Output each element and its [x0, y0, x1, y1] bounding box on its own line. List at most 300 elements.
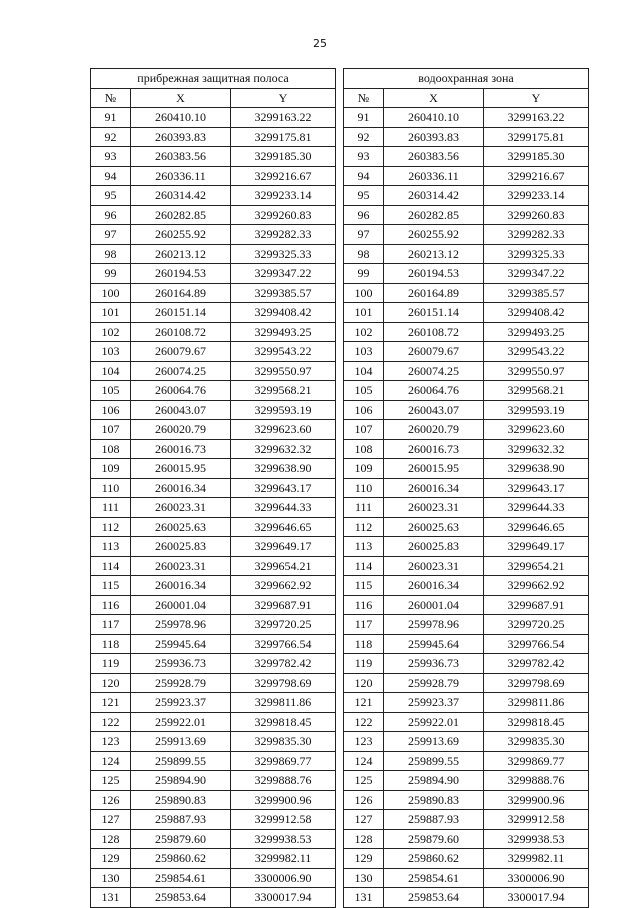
- table-row: [91, 303, 336, 323]
- cell-y: 3300017.94: [484, 888, 589, 908]
- cell-y: 3299662.92: [484, 576, 589, 596]
- cell-number: 118: [91, 634, 131, 654]
- cell-number: 101: [344, 303, 384, 323]
- cell-x: 259894.90: [131, 771, 231, 791]
- cell-number: 111: [344, 498, 384, 518]
- table-row: [91, 283, 336, 303]
- cell-y: 3299638.90: [484, 459, 589, 479]
- cell-y: 3299632.32: [484, 439, 589, 459]
- cell-y: 3299325.33: [231, 244, 336, 264]
- cell-number: 119: [344, 654, 384, 674]
- cell-number: 104: [344, 361, 384, 381]
- table-row: [344, 400, 589, 420]
- cell-number: 118: [344, 634, 384, 654]
- table-row: [91, 108, 336, 128]
- cell-x: 260001.04: [384, 595, 484, 615]
- cell-y: 3299818.45: [484, 712, 589, 732]
- table-row: [344, 576, 589, 596]
- table-row: [344, 244, 589, 264]
- cell-y: 3299632.32: [231, 439, 336, 459]
- cell-x: 259923.37: [384, 693, 484, 713]
- table-row: [91, 439, 336, 459]
- cell-y: 3299811.86: [231, 693, 336, 713]
- cell-x: 260282.85: [384, 205, 484, 225]
- table-row: [344, 751, 589, 771]
- cell-y: 3299493.25: [231, 322, 336, 342]
- table-row: [91, 654, 336, 674]
- table-row: [91, 732, 336, 752]
- cell-number: 114: [91, 556, 131, 576]
- cell-number: 105: [91, 381, 131, 401]
- cell-y: 3299888.76: [231, 771, 336, 791]
- table-row: [91, 342, 336, 362]
- cell-number: 131: [344, 888, 384, 908]
- cell-number: 128: [91, 829, 131, 849]
- cell-x: 260108.72: [384, 322, 484, 342]
- cell-y: 3299687.91: [231, 595, 336, 615]
- cell-x: 260015.95: [384, 459, 484, 479]
- table-row: [344, 517, 589, 537]
- table-row: [91, 225, 336, 245]
- cell-x: 260020.79: [131, 420, 231, 440]
- table-row: [344, 712, 589, 732]
- cell-x: 260016.73: [131, 439, 231, 459]
- cell-y: 3299623.60: [484, 420, 589, 440]
- cell-x: 260314.42: [384, 186, 484, 206]
- cell-x: 260336.11: [131, 166, 231, 186]
- cell-number: 124: [344, 751, 384, 771]
- cell-y: 3299543.22: [484, 342, 589, 362]
- table-row: [344, 439, 589, 459]
- table-row: [91, 498, 336, 518]
- cell-x: 259913.69: [384, 732, 484, 752]
- table-row: [344, 888, 589, 908]
- cell-x: 259936.73: [131, 654, 231, 674]
- table-row: [344, 303, 589, 323]
- cell-number: 109: [91, 459, 131, 479]
- cell-number: 127: [91, 810, 131, 830]
- table-row: [91, 478, 336, 498]
- cell-x: 259936.73: [384, 654, 484, 674]
- cell-x: 260314.42: [131, 186, 231, 206]
- cell-x: 259978.96: [131, 615, 231, 635]
- cell-y: 3299347.22: [484, 264, 589, 284]
- cell-y: 3299720.25: [231, 615, 336, 635]
- cell-x: 260025.83: [384, 537, 484, 557]
- cell-x: 260025.63: [131, 517, 231, 537]
- cell-number: 107: [344, 420, 384, 440]
- cell-number: 95: [91, 186, 131, 206]
- cell-x: 260020.79: [384, 420, 484, 440]
- table-row: [344, 790, 589, 810]
- cell-y: 3299938.53: [484, 829, 589, 849]
- cell-number: 94: [91, 166, 131, 186]
- cell-x: 259945.64: [384, 634, 484, 654]
- cell-x: 260016.34: [384, 478, 484, 498]
- cell-x: 260383.56: [131, 147, 231, 167]
- cell-number: 99: [344, 264, 384, 284]
- cell-x: 260064.76: [131, 381, 231, 401]
- table-row: [344, 322, 589, 342]
- cell-x: 259922.01: [131, 712, 231, 732]
- table-row: [344, 225, 589, 245]
- table-row: [91, 205, 336, 225]
- cell-y: 3299568.21: [484, 381, 589, 401]
- table-row: [344, 732, 589, 752]
- cell-number: 119: [91, 654, 131, 674]
- cell-number: 107: [91, 420, 131, 440]
- cell-number: 103: [344, 342, 384, 362]
- cell-y: 3299649.17: [484, 537, 589, 557]
- page-number: 25: [313, 37, 327, 50]
- table-row: [344, 868, 589, 888]
- cell-number: 110: [344, 478, 384, 498]
- cell-x: 260016.73: [384, 439, 484, 459]
- cell-x: 259890.83: [384, 790, 484, 810]
- cell-y: 3299175.81: [484, 127, 589, 147]
- table-row: [91, 712, 336, 732]
- cell-number: 100: [344, 283, 384, 303]
- cell-x: 260025.83: [131, 537, 231, 557]
- cell-number: 94: [344, 166, 384, 186]
- cell-y: 3299888.76: [484, 771, 589, 791]
- cell-x: 260213.12: [384, 244, 484, 264]
- cell-number: 100: [91, 283, 131, 303]
- cell-number: 124: [91, 751, 131, 771]
- cell-x: 259945.64: [131, 634, 231, 654]
- table-row: [344, 595, 589, 615]
- cell-x: 259860.62: [384, 849, 484, 869]
- table-row: [91, 771, 336, 791]
- cell-x: 259854.61: [131, 868, 231, 888]
- table-row: [91, 634, 336, 654]
- cell-number: 92: [344, 127, 384, 147]
- table-row: [91, 420, 336, 440]
- cell-x: 259928.79: [384, 673, 484, 693]
- cell-number: 109: [344, 459, 384, 479]
- cell-number: 122: [344, 712, 384, 732]
- table-row: [91, 810, 336, 830]
- cell-number: 110: [91, 478, 131, 498]
- cell-y: 3300006.90: [484, 868, 589, 888]
- cell-number: 117: [344, 615, 384, 635]
- cell-y: 3299654.21: [484, 556, 589, 576]
- cell-number: 129: [344, 849, 384, 869]
- table-row: [344, 459, 589, 479]
- cell-y: 3299568.21: [231, 381, 336, 401]
- cell-x: 259922.01: [384, 712, 484, 732]
- table-row: [91, 576, 336, 596]
- cell-y: 3299385.57: [484, 283, 589, 303]
- table-row: [91, 868, 336, 888]
- cell-x: 260074.25: [131, 361, 231, 381]
- cell-y: 3299646.65: [231, 517, 336, 537]
- cell-number: 102: [91, 322, 131, 342]
- table-row: [344, 283, 589, 303]
- cell-number: 120: [344, 673, 384, 693]
- cell-y: 3299818.45: [231, 712, 336, 732]
- table-row: [344, 771, 589, 791]
- coordinates-table-water-protection-zone: [343, 68, 589, 908]
- cell-y: 3299163.22: [484, 108, 589, 128]
- cell-x: 260194.53: [384, 264, 484, 284]
- cell-x: 259879.60: [384, 829, 484, 849]
- table-row: [344, 810, 589, 830]
- cell-y: 3299638.90: [231, 459, 336, 479]
- cell-y: 3299593.19: [484, 400, 589, 420]
- table-row: [91, 186, 336, 206]
- table-row: [91, 790, 336, 810]
- table-row: [91, 693, 336, 713]
- cell-x: 259899.55: [384, 751, 484, 771]
- table-row: [91, 849, 336, 869]
- cell-x: 259913.69: [131, 732, 231, 752]
- cell-y: 3299798.69: [484, 673, 589, 693]
- cell-x: 260016.34: [131, 478, 231, 498]
- cell-number: 93: [91, 147, 131, 167]
- cell-y: 3299835.30: [484, 732, 589, 752]
- table-row: [344, 615, 589, 635]
- cell-x: 260043.07: [384, 400, 484, 420]
- cell-y: 3299766.54: [484, 634, 589, 654]
- cell-y: 3299912.58: [484, 810, 589, 830]
- cell-number: 125: [91, 771, 131, 791]
- table-row: [344, 361, 589, 381]
- cell-y: 3299982.11: [231, 849, 336, 869]
- cell-x: 259928.79: [131, 673, 231, 693]
- cell-y: 3299347.22: [231, 264, 336, 284]
- table-row: [91, 595, 336, 615]
- cell-number: 106: [91, 400, 131, 420]
- cell-number: 91: [91, 108, 131, 128]
- column-header-x: X: [384, 88, 484, 108]
- cell-y: 3299720.25: [484, 615, 589, 635]
- table-row: [344, 634, 589, 654]
- cell-x: 259887.93: [131, 810, 231, 830]
- cell-y: 3300017.94: [231, 888, 336, 908]
- cell-y: 3299654.21: [231, 556, 336, 576]
- cell-y: 3299325.33: [484, 244, 589, 264]
- table-row: [91, 459, 336, 479]
- cell-number: 113: [344, 537, 384, 557]
- cell-number: 95: [344, 186, 384, 206]
- table-row: [344, 205, 589, 225]
- column-header-number: №: [91, 88, 131, 108]
- cell-y: 3299835.30: [231, 732, 336, 752]
- cell-y: 3299550.97: [484, 361, 589, 381]
- cell-number: 92: [91, 127, 131, 147]
- cell-x: 260255.92: [131, 225, 231, 245]
- table-row: [91, 322, 336, 342]
- cell-y: 3299282.33: [231, 225, 336, 245]
- table-row: [344, 673, 589, 693]
- cell-number: 106: [344, 400, 384, 420]
- table-row: [344, 127, 589, 147]
- cell-y: 3299643.17: [231, 478, 336, 498]
- cell-number: 99: [91, 264, 131, 284]
- cell-y: 3299385.57: [231, 283, 336, 303]
- cell-number: 97: [344, 225, 384, 245]
- cell-x: 260194.53: [131, 264, 231, 284]
- cell-x: 260410.10: [131, 108, 231, 128]
- column-header-y: Y: [231, 88, 336, 108]
- cell-y: 3299644.33: [484, 498, 589, 518]
- cell-x: 260074.25: [384, 361, 484, 381]
- cell-y: 3299869.77: [484, 751, 589, 771]
- cell-y: 3299766.54: [231, 634, 336, 654]
- column-header-y: Y: [484, 88, 589, 108]
- cell-number: 121: [344, 693, 384, 713]
- cell-y: 3299912.58: [231, 810, 336, 830]
- cell-x: 259853.64: [384, 888, 484, 908]
- cell-x: 260023.31: [384, 498, 484, 518]
- cell-number: 126: [344, 790, 384, 810]
- cell-y: 3299216.67: [231, 166, 336, 186]
- cell-y: 3299687.91: [484, 595, 589, 615]
- cell-number: 128: [344, 829, 384, 849]
- table-title: водоохранная зона: [344, 69, 589, 89]
- cell-number: 121: [91, 693, 131, 713]
- cell-number: 104: [91, 361, 131, 381]
- cell-number: 98: [91, 244, 131, 264]
- cell-x: 260151.14: [131, 303, 231, 323]
- cell-number: 96: [344, 205, 384, 225]
- cell-y: 3299550.97: [231, 361, 336, 381]
- cell-x: 259854.61: [384, 868, 484, 888]
- table-row: [91, 361, 336, 381]
- cell-number: 115: [344, 576, 384, 596]
- cell-number: 123: [344, 732, 384, 752]
- cell-y: 3299260.83: [484, 205, 589, 225]
- table-row: [91, 829, 336, 849]
- cell-number: 112: [344, 517, 384, 537]
- column-header-number: №: [344, 88, 384, 108]
- cell-y: 3299216.67: [484, 166, 589, 186]
- table-row: [344, 264, 589, 284]
- cell-y: 3300006.90: [231, 868, 336, 888]
- cell-x: 260108.72: [131, 322, 231, 342]
- cell-y: 3299163.22: [231, 108, 336, 128]
- cell-x: 260393.83: [384, 127, 484, 147]
- cell-y: 3299900.96: [231, 790, 336, 810]
- cell-y: 3299408.42: [231, 303, 336, 323]
- cell-number: 113: [91, 537, 131, 557]
- column-header-x: X: [131, 88, 231, 108]
- cell-x: 260043.07: [131, 400, 231, 420]
- cell-x: 260383.56: [384, 147, 484, 167]
- cell-y: 3299644.33: [231, 498, 336, 518]
- cell-y: 3299646.65: [484, 517, 589, 537]
- cell-x: 260001.04: [131, 595, 231, 615]
- cell-number: 91: [344, 108, 384, 128]
- cell-number: 93: [344, 147, 384, 167]
- cell-number: 116: [91, 595, 131, 615]
- table-row: [344, 186, 589, 206]
- table-title: прибрежная защитная полоса: [91, 69, 336, 89]
- cell-y: 3299782.42: [484, 654, 589, 674]
- table-row: [344, 556, 589, 576]
- cell-y: 3299233.14: [231, 186, 336, 206]
- cell-number: 111: [91, 498, 131, 518]
- cell-x: 259894.90: [384, 771, 484, 791]
- cell-y: 3299233.14: [484, 186, 589, 206]
- table-row: [91, 517, 336, 537]
- cell-number: 125: [344, 771, 384, 791]
- cell-y: 3299938.53: [231, 829, 336, 849]
- cell-x: 259923.37: [131, 693, 231, 713]
- table-row: [344, 654, 589, 674]
- cell-number: 126: [91, 790, 131, 810]
- cell-x: 260016.34: [384, 576, 484, 596]
- cell-x: 260025.63: [384, 517, 484, 537]
- cell-number: 112: [91, 517, 131, 537]
- table-row: [91, 751, 336, 771]
- cell-y: 3299408.42: [484, 303, 589, 323]
- cell-y: 3299782.42: [231, 654, 336, 674]
- table-row: [91, 888, 336, 908]
- table-row: [344, 166, 589, 186]
- cell-number: 130: [344, 868, 384, 888]
- cell-x: 260164.89: [131, 283, 231, 303]
- table-row: [344, 381, 589, 401]
- cell-x: 259860.62: [131, 849, 231, 869]
- cell-number: 130: [91, 868, 131, 888]
- cell-y: 3299260.83: [231, 205, 336, 225]
- cell-x: 260079.67: [131, 342, 231, 362]
- table-row: [91, 147, 336, 167]
- cell-number: 103: [91, 342, 131, 362]
- cell-x: 259853.64: [131, 888, 231, 908]
- cell-number: 115: [91, 576, 131, 596]
- cell-y: 3299593.19: [231, 400, 336, 420]
- cell-x: 259978.96: [384, 615, 484, 635]
- cell-number: 96: [91, 205, 131, 225]
- cell-x: 260282.85: [131, 205, 231, 225]
- cell-y: 3299185.30: [484, 147, 589, 167]
- cell-y: 3299643.17: [484, 478, 589, 498]
- cell-y: 3299543.22: [231, 342, 336, 362]
- cell-y: 3299982.11: [484, 849, 589, 869]
- table-row: [344, 498, 589, 518]
- cell-x: 260336.11: [384, 166, 484, 186]
- cell-x: 260023.31: [131, 556, 231, 576]
- cell-y: 3299811.86: [484, 693, 589, 713]
- cell-number: 117: [91, 615, 131, 635]
- cell-x: 260164.89: [384, 283, 484, 303]
- table-row: [344, 147, 589, 167]
- cell-x: 260151.14: [384, 303, 484, 323]
- cell-number: 123: [91, 732, 131, 752]
- coordinates-table-coastal-strip: [90, 68, 336, 908]
- cell-x: 260023.31: [384, 556, 484, 576]
- table-row: [91, 244, 336, 264]
- table-row: [91, 264, 336, 284]
- table-row: [344, 693, 589, 713]
- cell-y: 3299649.17: [231, 537, 336, 557]
- table-row: [91, 381, 336, 401]
- cell-number: 127: [344, 810, 384, 830]
- table-row: [344, 108, 589, 128]
- cell-number: 131: [91, 888, 131, 908]
- cell-number: 129: [91, 849, 131, 869]
- cell-number: 101: [91, 303, 131, 323]
- cell-number: 120: [91, 673, 131, 693]
- cell-y: 3299185.30: [231, 147, 336, 167]
- table-row: [91, 127, 336, 147]
- cell-y: 3299869.77: [231, 751, 336, 771]
- cell-number: 108: [91, 439, 131, 459]
- cell-number: 105: [344, 381, 384, 401]
